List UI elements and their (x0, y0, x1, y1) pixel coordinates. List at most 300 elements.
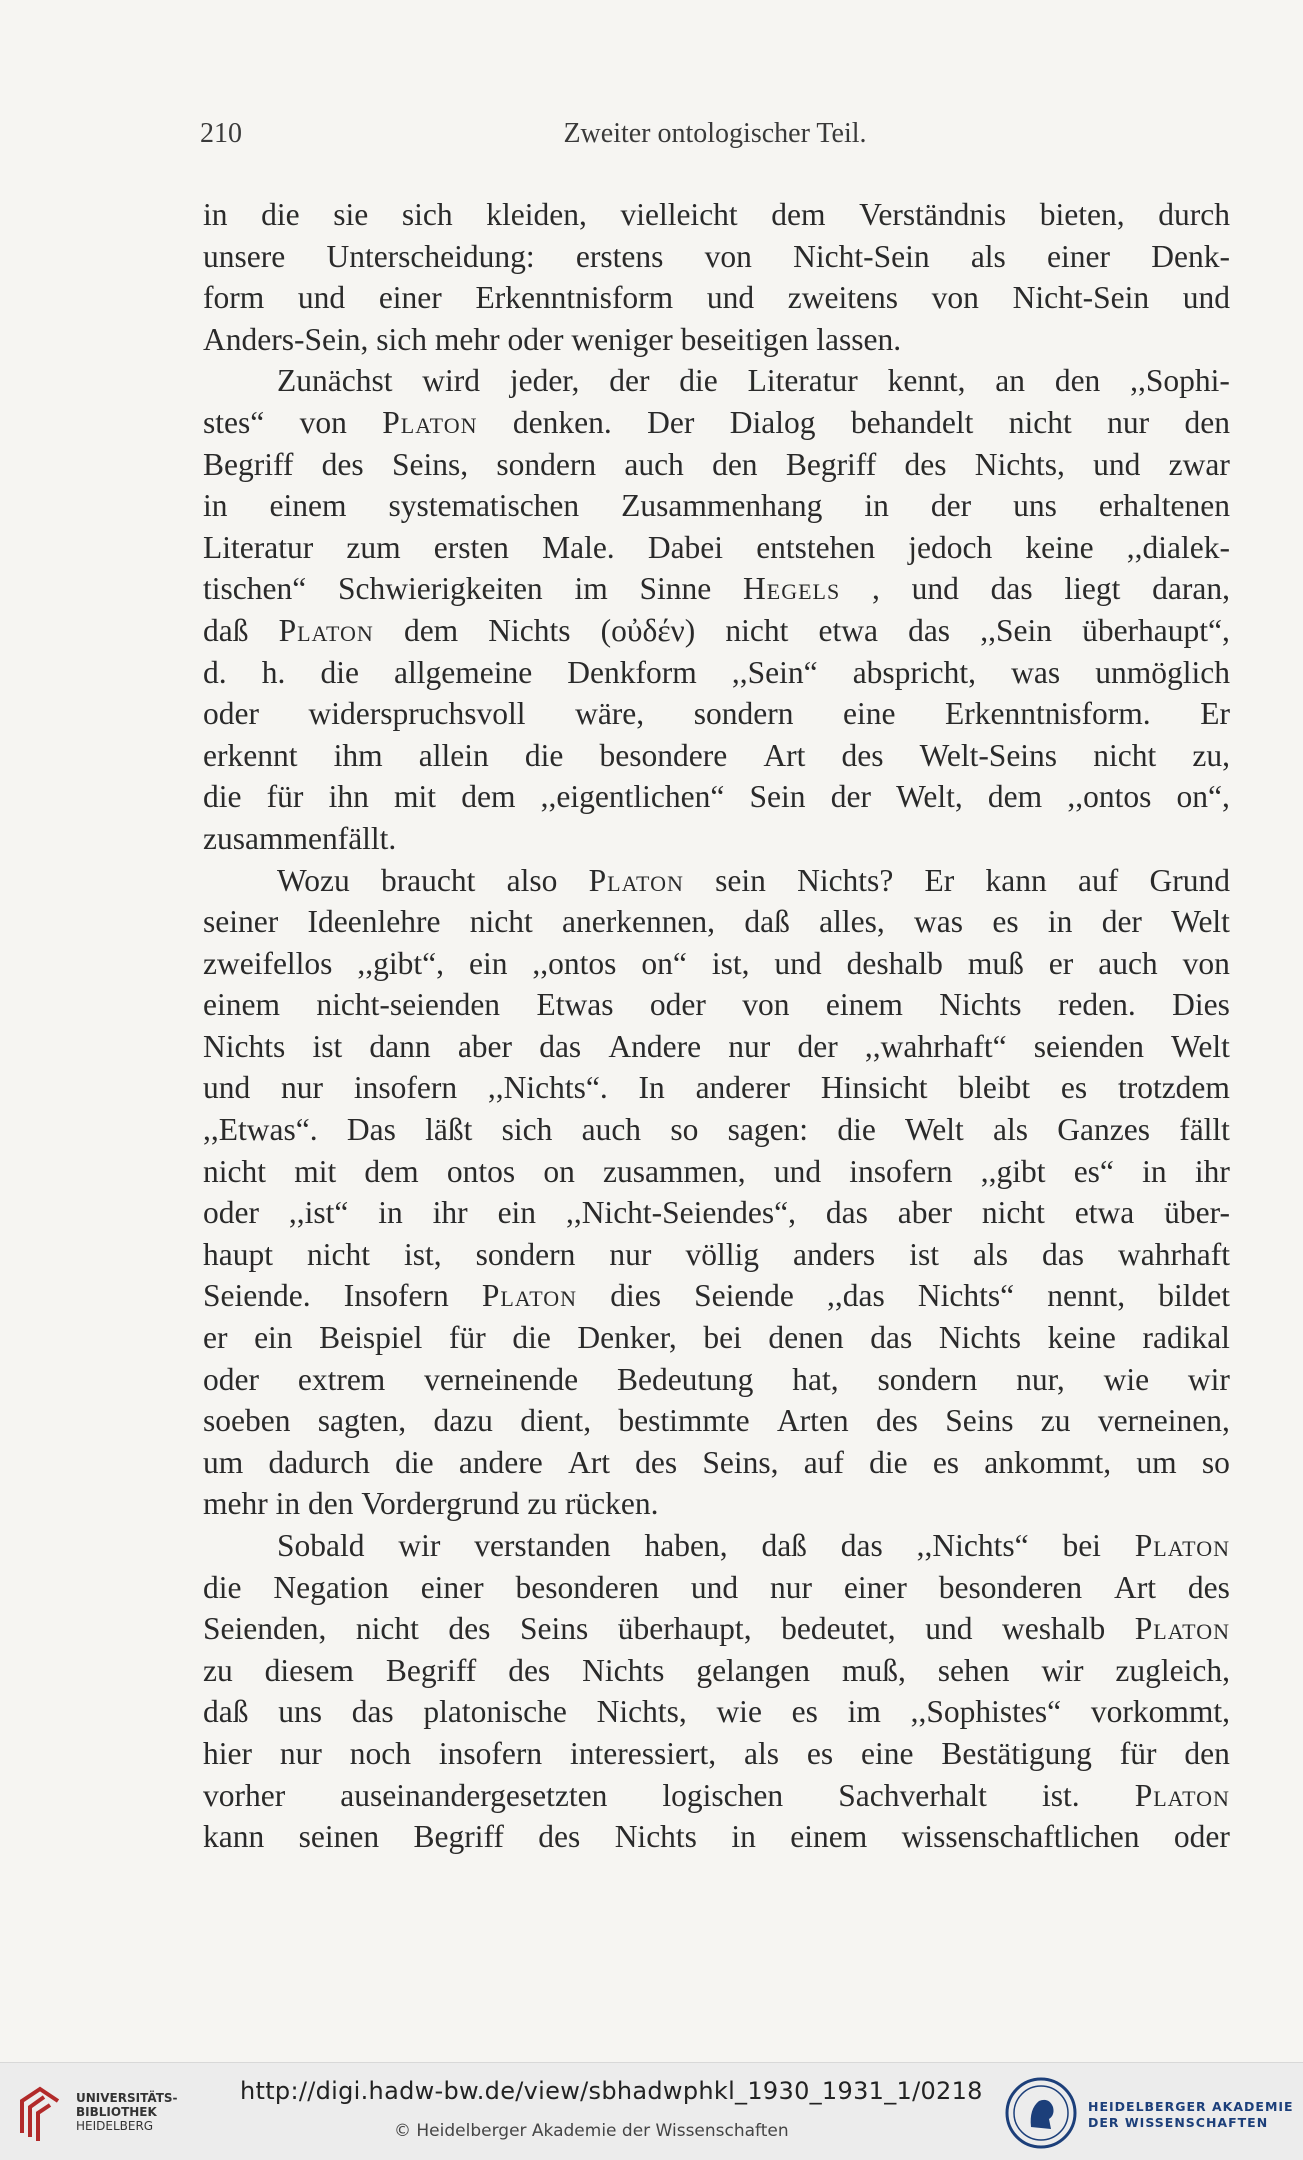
word: auf (1077, 862, 1119, 898)
word: insofern (438, 1735, 543, 1771)
word: die (203, 1569, 242, 1605)
text-line (203, 1067, 1230, 1109)
word: ,,Sein“ (731, 654, 818, 690)
word: das (840, 1528, 883, 1563)
word: das (908, 612, 951, 648)
library-name-line1: UNIVERSITÄTS- (76, 2091, 178, 2105)
word: Begriff (385, 1652, 477, 1688)
text-line (203, 1650, 1230, 1692)
word: Begriff (785, 446, 877, 482)
word: widerspruchsvoll (308, 696, 526, 732)
word: Der (647, 404, 695, 440)
word: fällt (1179, 1112, 1230, 1148)
word: beseitigen (680, 321, 809, 357)
word: ein (468, 945, 508, 981)
word: einem (203, 987, 280, 1023)
word: Er (1200, 696, 1230, 732)
word: die (869, 1444, 908, 1480)
word: sehen (937, 1652, 1010, 1688)
page-number: 210 (200, 118, 242, 149)
word: Sinne (639, 571, 712, 607)
word: ,,eigentlichen“ (540, 779, 725, 815)
word: Art (567, 1444, 610, 1480)
word: den (308, 1486, 354, 1522)
word: besonderen (938, 1569, 1083, 1605)
word: dem (987, 779, 1043, 815)
word: oder (203, 1195, 259, 1231)
word: Beispiel (319, 1320, 423, 1356)
word: wir (1041, 1652, 1084, 1688)
text-line (203, 1400, 1230, 1442)
text-line (203, 568, 1230, 610)
author-name: Platon (1134, 1611, 1230, 1647)
text-line (203, 194, 1230, 236)
word: die (512, 1320, 551, 1356)
word: in (864, 488, 889, 524)
word: in (203, 197, 228, 232)
word: daß (203, 1694, 249, 1730)
text-line (203, 1525, 1230, 1567)
word: insofern (849, 1153, 953, 1189)
word: und (706, 280, 755, 316)
word: Nichts (939, 987, 1022, 1023)
word: Anders-Sein, (203, 321, 369, 357)
word: ,,ontos (1067, 779, 1152, 815)
word: und (1093, 446, 1141, 482)
word: liegt (1064, 571, 1121, 607)
word: den (712, 446, 758, 482)
word: erkennt (203, 737, 298, 773)
word: bildet (1158, 1278, 1230, 1314)
text-line (203, 527, 1230, 569)
word: zugleich, (1115, 1652, 1230, 1688)
word: und (297, 280, 346, 316)
word: sein (715, 862, 766, 898)
word: muß, (841, 1652, 906, 1688)
word: ,,ontos (532, 945, 617, 981)
word: die (261, 197, 300, 232)
word: und (203, 1070, 251, 1106)
word: Andere (608, 1028, 702, 1064)
word: Welt, (896, 779, 963, 815)
word: der (930, 488, 972, 524)
text-line (203, 485, 1230, 527)
word: von (931, 280, 979, 316)
word: wir (398, 1528, 441, 1563)
text-line (203, 1359, 1230, 1401)
word: es (806, 1735, 834, 1771)
word: in (1142, 1153, 1167, 1189)
word: Bedeutung (616, 1361, 754, 1397)
word: ist (312, 1028, 343, 1064)
word: eine (861, 1735, 914, 1771)
library-name-line2: BIBLIOTHEK (76, 2105, 157, 2119)
word: so (670, 1112, 699, 1148)
word: radikal (1142, 1320, 1230, 1356)
word: tischen“ (203, 571, 307, 607)
word: zwar (1168, 446, 1230, 482)
author-name: Platon (382, 404, 478, 440)
word: Etwas (536, 987, 614, 1023)
word: Dies (1172, 987, 1230, 1023)
text-line (203, 360, 1230, 402)
word: das (990, 571, 1033, 607)
word: In (638, 1070, 665, 1106)
word: des (321, 446, 364, 482)
word: unsere (203, 238, 286, 274)
word: einer (1047, 238, 1111, 274)
word: und (773, 1153, 822, 1189)
word: seienden (1033, 1028, 1144, 1064)
word: nicht (469, 904, 533, 940)
word: deshalb (846, 945, 943, 981)
word: so (1201, 1444, 1230, 1480)
word: andere (458, 1444, 543, 1480)
word: weshalb (1002, 1611, 1106, 1647)
word: wir (1187, 1361, 1230, 1397)
word: er (203, 1320, 228, 1356)
word: daran, (1152, 571, 1230, 607)
text-line (203, 1234, 1230, 1276)
word: im (574, 571, 608, 607)
text-line (203, 901, 1230, 943)
word: Sein (749, 779, 806, 815)
word: es“ (1073, 1153, 1114, 1189)
word: ,,Etwas“. (203, 1112, 318, 1148)
text-line (203, 818, 1230, 860)
word: entstehen (756, 529, 876, 565)
word: ,,Sein (980, 612, 1052, 648)
word: über- (1164, 1195, 1230, 1231)
word: extrem (297, 1361, 386, 1397)
word: bei (703, 1320, 742, 1356)
word: Nichts“ (917, 1278, 1015, 1314)
word: als (972, 1236, 1008, 1272)
word: aber (457, 1028, 513, 1064)
text-line (203, 735, 1230, 777)
word: auseinandergesetzten (340, 1777, 608, 1813)
word: Male. (542, 529, 615, 565)
word: Welt (905, 1112, 964, 1148)
word: ankommt, (984, 1444, 1112, 1480)
word: sondern (693, 696, 794, 732)
word: sich (376, 321, 427, 357)
word: seinen (298, 1819, 380, 1855)
word: einem (825, 987, 903, 1023)
word: ,,dialek- (1126, 529, 1230, 565)
word: anders (792, 1236, 876, 1272)
word: abspricht, (852, 654, 977, 690)
word: als (743, 1735, 779, 1771)
word: Bestätigung (941, 1735, 1092, 1771)
word: jeder, (509, 363, 580, 399)
word: es (791, 1694, 818, 1730)
word: Sachverhalt (838, 1777, 987, 1813)
word: es (932, 1444, 960, 1480)
word: verstanden (474, 1528, 611, 1563)
text-line (203, 319, 1230, 361)
word: zu, (1192, 737, 1230, 773)
word: noch (349, 1735, 411, 1771)
word: sondern (496, 446, 597, 482)
word: vorher (203, 1777, 286, 1813)
word: ersten (433, 529, 509, 565)
word: denen (768, 1320, 844, 1356)
word: Unterscheidung: (326, 238, 535, 274)
permalink-url[interactable]: http://digi.hadw-bw.de/view/sbhadwphkl_1930_1931_1/0218 (240, 2077, 983, 2105)
word: verneinende (424, 1361, 579, 1397)
word: daß (203, 612, 249, 648)
text-line (203, 610, 1230, 652)
word: es (1060, 1070, 1088, 1106)
word: den (1184, 404, 1230, 440)
word: auch (581, 1112, 642, 1148)
word: als (970, 238, 1006, 274)
word: rücken. (564, 1486, 659, 1522)
word: nur (728, 1028, 771, 1064)
word: daß (761, 1528, 807, 1563)
word: Art (1114, 1569, 1157, 1605)
word: anderer (695, 1070, 791, 1106)
word: Dabei (647, 529, 724, 565)
word: nicht (307, 1236, 370, 1272)
word: sich (401, 197, 453, 232)
word: das (825, 1195, 868, 1231)
word: auf (803, 1444, 844, 1480)
word: der (609, 363, 650, 399)
word: anerkennen, (562, 904, 716, 940)
word: on“, (1176, 779, 1230, 815)
word: auch (624, 446, 684, 482)
word: durch (1158, 197, 1230, 232)
word: Nichts? (797, 862, 894, 898)
word: Zunächst (277, 363, 393, 399)
word: dazu (433, 1403, 493, 1439)
word: allein (418, 737, 489, 773)
word: die (679, 363, 718, 399)
author-name: Platon (1134, 1777, 1230, 1813)
word: kennt, (887, 363, 966, 399)
word: von (742, 987, 790, 1023)
word: zusammen, (603, 1153, 746, 1189)
university-library-name (76, 2091, 178, 2133)
word: ihm (333, 737, 383, 773)
word: keine (1047, 1320, 1116, 1356)
author-name: Platon (588, 862, 684, 898)
word: den (1184, 1735, 1230, 1771)
word: Seiende. (203, 1278, 311, 1314)
word: nur (281, 1070, 324, 1106)
word: Welt-Seins (919, 737, 1058, 773)
word: auch (1098, 945, 1158, 981)
word: mit (394, 779, 437, 815)
word: und (925, 1611, 973, 1647)
word: nur, (1016, 1361, 1065, 1397)
word: nicht (203, 1153, 266, 1189)
word: Welt (1171, 904, 1230, 940)
word: interessiert, (570, 1735, 717, 1771)
word: es (992, 904, 1019, 940)
word: weniger (571, 321, 673, 357)
word: im (847, 1694, 881, 1730)
word: Nicht-Sein (1012, 280, 1150, 316)
word: um (1136, 1444, 1177, 1480)
word: Art (763, 737, 806, 773)
word: zweitens (787, 280, 898, 316)
word: sagen: (727, 1112, 809, 1148)
word: der (1101, 904, 1142, 940)
word: haben, (644, 1528, 728, 1563)
text-line (203, 1317, 1230, 1359)
word: von (299, 404, 347, 440)
word: h. (261, 654, 286, 690)
word: einem (790, 1819, 868, 1855)
word: die (524, 737, 564, 773)
word: nicht (1093, 737, 1157, 773)
word: des (841, 737, 884, 773)
academy-seal-icon (1003, 2075, 1079, 2151)
word: der (830, 779, 871, 815)
word: völlig (685, 1236, 759, 1272)
text-line (203, 1192, 1230, 1234)
word: dem (364, 1153, 419, 1189)
word: Nicht-Sein (793, 238, 930, 274)
word: insofern (353, 1070, 458, 1106)
word: wie (1103, 1361, 1150, 1397)
word: ist. (1042, 1777, 1080, 1813)
word: also (506, 862, 558, 898)
text-line (203, 1275, 1230, 1317)
word: ein (254, 1320, 293, 1356)
word: Seiende (694, 1278, 794, 1314)
author-name: Platon (278, 612, 374, 648)
word: ,,Sophistes“ (910, 1694, 1062, 1730)
word: dient, (520, 1403, 592, 1439)
word: dann (369, 1028, 431, 1064)
word: nur (609, 1236, 652, 1272)
word: ontos (446, 1153, 516, 1189)
word: sagten, (317, 1403, 407, 1439)
word: in (378, 1195, 403, 1231)
word: Zusammenhang (621, 488, 823, 524)
word: Schwierigkeiten (337, 571, 543, 607)
word: die (395, 1444, 434, 1480)
word: nicht (725, 612, 789, 648)
text-line (203, 1026, 1230, 1068)
word: d. (203, 654, 227, 690)
word: Nichts (582, 1652, 665, 1688)
word: was (1011, 654, 1061, 690)
word: nicht-seienden (316, 987, 501, 1023)
word: Insofern (343, 1278, 449, 1314)
word: wahrhaft (1118, 1236, 1230, 1272)
viewer-footer (0, 2062, 1303, 2160)
word: Das (346, 1112, 396, 1148)
library-name-line3: HEIDELBERG (76, 2119, 154, 2133)
word: wissenschaftlichen (901, 1819, 1140, 1855)
word: sondern (475, 1236, 576, 1272)
word: gelangen (696, 1652, 811, 1688)
word: Erkenntnisform (475, 280, 674, 316)
word: on (543, 1153, 575, 1189)
word: in (1047, 904, 1073, 940)
word: Nichts (488, 612, 571, 648)
word: überhaupt, (617, 1611, 752, 1647)
word: Nichts, (974, 446, 1065, 482)
word: oder (203, 1361, 259, 1397)
word: ,,Sophi- (1130, 363, 1230, 399)
word: oder (1173, 1819, 1230, 1855)
word: mehr (203, 1486, 268, 1522)
word: oder (507, 321, 564, 357)
text-line (203, 444, 1230, 486)
word: denken. (512, 404, 612, 440)
word: zu (203, 1652, 233, 1688)
word: Seins (519, 1611, 589, 1647)
word: Arten (776, 1403, 849, 1439)
academy-name-line1: HEIDELBERGER AKADEMIE (1088, 2099, 1294, 2114)
word: läßt (425, 1112, 473, 1148)
word: trotzdem (1117, 1070, 1230, 1106)
word: um (203, 1444, 244, 1480)
word: wäre, (575, 696, 645, 732)
word: hat, (792, 1361, 839, 1397)
word: bestimmte (618, 1403, 750, 1439)
word: Negation (273, 1569, 389, 1605)
word: seiner (203, 904, 279, 940)
text-line (203, 984, 1230, 1026)
word: Nichts (203, 1028, 286, 1064)
word: ,,gibt“, (357, 945, 445, 981)
word: Seins, (702, 1444, 779, 1480)
word: wie (716, 1694, 762, 1730)
word: des (538, 1819, 581, 1855)
word: besonderen (515, 1569, 659, 1605)
word: er (1048, 945, 1074, 981)
word: dem (403, 612, 459, 648)
running-title: Zweiter ontologischer Teil. (563, 118, 867, 149)
word: ist (909, 1236, 939, 1272)
word: wird (422, 363, 481, 399)
word: aber (897, 1195, 952, 1231)
word: sondern (877, 1361, 978, 1397)
text-line (203, 860, 1230, 902)
word: platonische (423, 1694, 567, 1730)
word: ,,wahrhaft“ (864, 1028, 1007, 1064)
word: sie (333, 197, 369, 232)
word: einem (269, 488, 347, 524)
word: zu (527, 1486, 558, 1522)
word: kann (203, 1819, 265, 1855)
word: Ideenlehre (307, 904, 441, 940)
text-line (203, 1733, 1230, 1775)
word: ,,gibt (980, 1153, 1046, 1189)
word: und (690, 1569, 739, 1605)
word: die (837, 1112, 876, 1148)
word: Seins (945, 1403, 1014, 1439)
word: die (320, 654, 359, 690)
word: Grund (1149, 862, 1230, 898)
word: diesem (264, 1652, 354, 1688)
word: bei (1062, 1528, 1101, 1563)
word: oder (203, 696, 259, 732)
text-line (203, 1109, 1230, 1151)
word: ist, (404, 1236, 442, 1272)
word: sich (501, 1112, 553, 1148)
word: verneinen, (1097, 1403, 1230, 1439)
word: für (1119, 1735, 1157, 1771)
word: behandelt (850, 404, 974, 440)
